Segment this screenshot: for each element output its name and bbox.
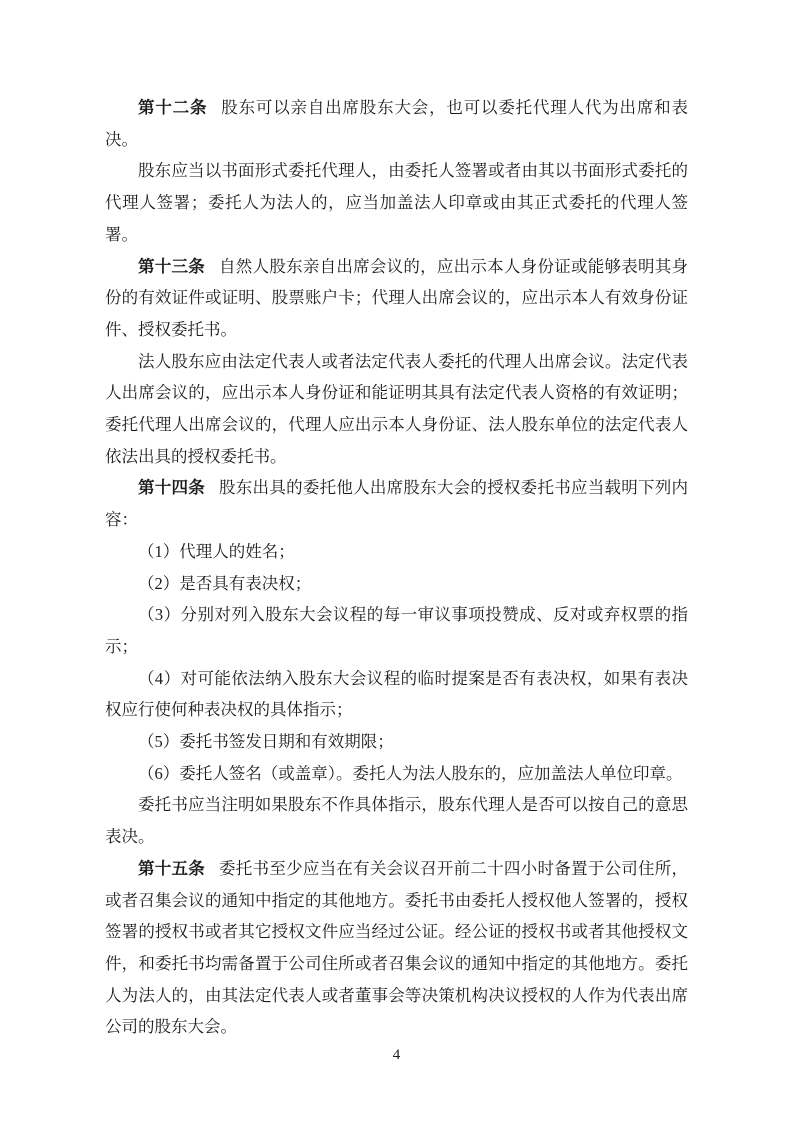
- paragraph: [105, 346, 688, 473]
- paragraph: [105, 789, 688, 852]
- article-number: 第十二条: [138, 98, 208, 117]
- list-item: [105, 726, 688, 758]
- article-paragraph: [105, 853, 688, 1043]
- article-paragraph: [105, 92, 688, 155]
- article-number: 第十三条: [138, 256, 206, 276]
- list-item: [105, 568, 688, 600]
- paragraph-text: （4）对可能依法纳入股东大会议程的临时提案是否有表决权，如果有表决权应行使何种表决权的具体指示；: [105, 668, 688, 720]
- list-item: [105, 663, 688, 726]
- paragraph-text: 自然人股东亲自出席会议的，应出示本人身份证或能够表明其身份的有效证件或证明、股票账户卡；代理人出席会议的，应出示本人有效身份证件、授权委托书。: [105, 256, 689, 339]
- paragraph-text: 股东可以亲自出席股东大会，也可以委托代理人代为出席和表决。: [105, 98, 689, 149]
- article-paragraph: [105, 472, 688, 535]
- paragraph-text: （6）委托人签名（或盖章）。委托人为法人股东的，应加盖法人单位印章。: [138, 763, 683, 783]
- paragraph-text: 法人股东应由法定代表人或者法定代表人委托的代理人出席会议。法定代表人出席会议的，应出示本人身份证和能证明其具有法定代表人资格的有效证明；委托代理人出席会议的，代理人应出示本人身份证、法人股东单位的法定代表人依法出具的授权委托书。: [105, 351, 688, 466]
- article-number: 第十五条: [138, 858, 206, 878]
- paragraph-text: （1）代理人的姓名；: [138, 541, 295, 561]
- paragraph-text: （3）分别对列入股东大会议程的每一审议事项投赞成、反对或弃权票的指示；: [105, 605, 688, 656]
- article-number: 第十四条: [138, 478, 206, 498]
- paragraph-text: （5）委托书签发日期和有效期限；: [138, 732, 394, 752]
- article-paragraph: [105, 251, 688, 346]
- list-item: [105, 536, 688, 568]
- paragraph-text: （2）是否具有表决权；: [138, 573, 312, 593]
- page-number: 4: [392, 1047, 401, 1063]
- paragraph-text: 委托书应当注明如果股东不作具体指示，股东代理人是否可以按自己的意思表决。: [105, 795, 688, 847]
- paragraph-text: 股东应当以书面形式委托代理人，由委托人签署或者由其以书面形式委托的代理人签署；委托人为法人的，应当加盖法人印章或由其正式委托的代理人签署。: [105, 161, 688, 244]
- list-item: [105, 599, 688, 662]
- paragraph-text: 委托书至少应当在有关会议召开前二十四小时备置于公司住所，或者召集会议的通知中指定的其他地方。委托书由委托人授权他人签署的，授权签署的授权书或者其它授权文件应当经过公证。经公证的授权书或者其他授权文件，和委托书均需备置于公司住所或者召集会议的通知中指定的其他地方。委托人为法人的，由其法定代表人或者董事会等决策机构决议授权的人作为代表出席公司的股东大会。: [105, 858, 689, 1037]
- list-item: [105, 758, 688, 790]
- paragraph: [105, 155, 688, 250]
- paragraph-text: 股东出具的委托他人出席股东大会的授权委托书应当载明下列内容：: [105, 478, 689, 530]
